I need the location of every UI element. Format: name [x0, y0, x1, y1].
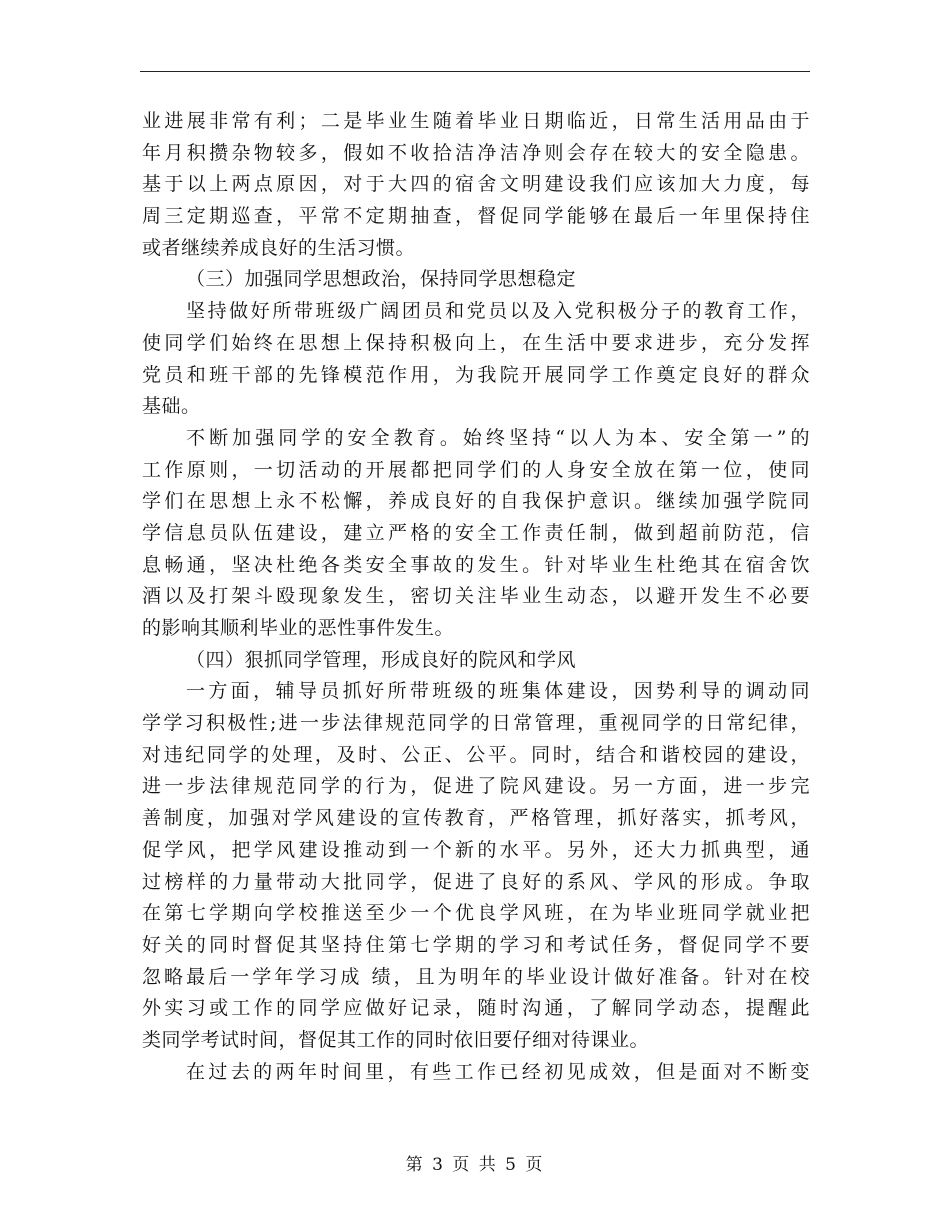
section-heading: （四）狠抓同学管理，形成良好的院风和学风: [186, 648, 577, 671]
text-line: 年月积攒杂物较多，假如不收拾洁净洁净则会存在较大的安全隐患。: [142, 141, 810, 164]
text-line: 的影响其顺利毕业的恶性事件发生。: [142, 617, 455, 639]
text-line: 党员和班干部的先锋模范作用，为我院开展同学工作奠定良好的群众: [142, 363, 810, 386]
text-line: 学信息员队伍建设，建立严格的安全工作责任制，做到超前防范，信: [142, 521, 810, 544]
text-line: 在第七学期向学校推送至少一个优良学风班，在为毕业班同学就业把: [142, 902, 810, 925]
text-line: 息畅通，坚决杜绝各类安全事故的发生。针对毕业生杜绝其在宿舍饮: [142, 553, 810, 576]
text-line: 类同学考试时间，督促其工作的同时依旧要仔细对待课业。: [142, 1028, 650, 1051]
header-rule: [140, 71, 810, 72]
text-line: 对违纪同学的处理，及时、公正、公平。同时，结合和谐校园的建设，: [142, 743, 810, 766]
text-line: 工作原则，一切活动的开展都把同学们的人身安全放在第一位，使同: [142, 458, 810, 481]
text-line: 基础。: [142, 395, 201, 418]
text-line: 基于以上两点原因，对于大四的宿舍文明建设我们应该加大力度，每: [142, 173, 810, 196]
text-line: 进一步法律规范同学的行为，促进了院风建设。另一方面，进一步完: [142, 775, 810, 798]
text-line: 业进展非常有利；二是毕业生随着毕业日期临近，日常生活用品由于: [142, 110, 810, 132]
section-heading: （三）加强同学思想政治，保持同学思想稳定: [186, 268, 577, 291]
text-line: 不断加强同学的安全教育。始终坚持“以人为本、安全第一”的: [186, 426, 810, 449]
text-line: 学们在思想上永不松懈，养成良好的自我保护意识。继续加强学院同: [142, 490, 810, 513]
text-line: 使同学们始终在思想上保持积极向上，在生活中要求进步，充分发挥: [142, 331, 810, 354]
text-line: 促学风，把学风建设推动到一个新的水平。另外，还大力抓典型，通: [142, 838, 810, 861]
text-line: 学学习积极性;进一步法律规范同学的日常管理，重视同学的日常纪律，: [142, 712, 810, 735]
text-line: 外实习或工作的同学应做好记录，随时沟通，了解同学动态，提醒此: [142, 997, 810, 1020]
text-line: 好关的同时督促其坚持住第七学期的学习和考试任务，督促同学不要: [142, 933, 810, 956]
text-line: 周三定期巡查，平常不定期抽查，督促同学能够在最后一年里保持住: [142, 205, 810, 228]
page-footer: 第 3 页 共 5 页: [405, 1155, 545, 1175]
text-line: 善制度，加强对学风建设的宣传教育，严格管理，抓好落实，抓考风，: [142, 807, 810, 830]
text-line: 坚持做好所带班级广阔团员和党员以及入党积极分子的教育工作，: [186, 300, 810, 323]
document-body: [142, 106, 810, 1088]
text-line: 一方面，辅导员抓好所带班级的班集体建设，因势利导的调动同: [186, 680, 810, 703]
text-line: 过榜样的力量带动大批同学，促进了良好的系风、学风的形成。争取: [142, 870, 810, 893]
text-line: 在过去的两年时间里，有些工作已经初见成效，但是面对不断变: [186, 1060, 810, 1083]
text-line: 忽略最后一学年学习成 绩，且为明年的毕业设计做好准备。针对在校: [142, 965, 810, 988]
text-line: 或者继续养成良好的生活习惯。: [142, 236, 416, 259]
text-line: 酒以及打架斗殴现象发生，密切关注毕业生动态，以避开发生不必要: [142, 585, 810, 608]
